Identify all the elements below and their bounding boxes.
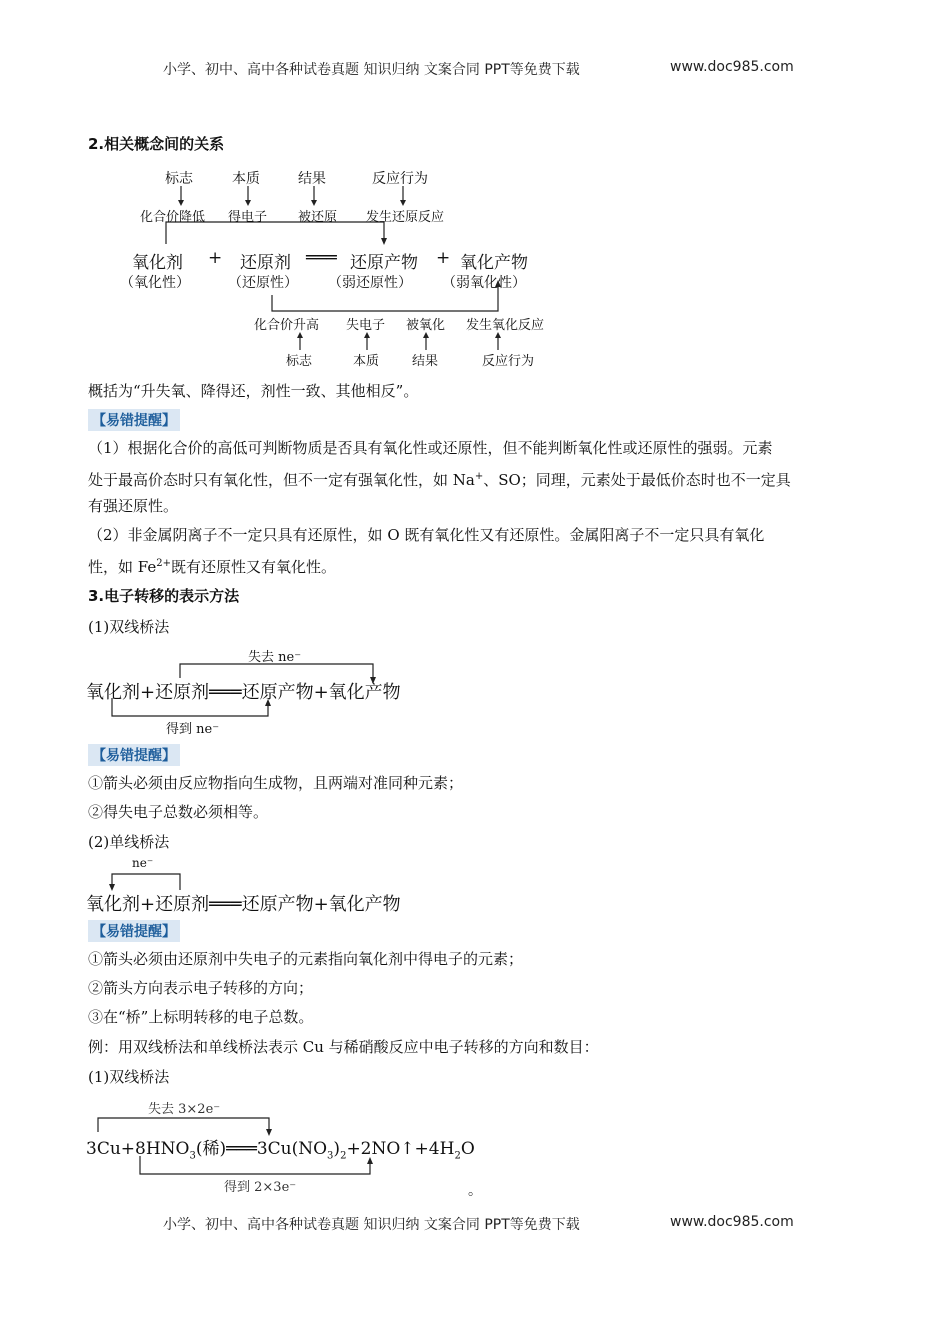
tip2-item-1: ①箭头必须由反应物指向生成物，且两端对准同种元素； xyxy=(88,774,464,792)
tip-label-2: 【易错提醒】 xyxy=(88,744,180,766)
section-2-title: 2.相关概念间的关系 xyxy=(88,135,225,153)
example-double-bridge xyxy=(84,1092,484,1202)
top-sub-gain-e: 得电子 xyxy=(228,210,268,225)
example-end-period: 。 xyxy=(468,1183,482,1199)
tip1-p1-line1: （1）根据化合价的高低可判断物质是否具有氧化性或还原性，但不能判断氧化性或还原性的强弱。元素 xyxy=(88,439,773,457)
bottom-label-behavior: 反应行为 xyxy=(482,354,535,369)
single-bridge-heading: (2)单线桥法 xyxy=(88,833,170,851)
concept-diagram xyxy=(120,160,580,370)
weak-reducing: （弱还原性） xyxy=(328,275,412,291)
oxidizing-property: （氧化性） xyxy=(120,275,190,291)
example-equation: $3Cu+8HNO_3$(稀)$═══3Cu(NO_3)_2+2NO↑+4H_2O$ xyxy=(86,1139,475,1162)
summary-text: 概括为“升失氧、降得还，剂性一致、其他相反”。 xyxy=(88,382,419,400)
single-bridge-diagram xyxy=(84,854,414,916)
tip1-p1-line3: 有强还原性。 xyxy=(88,497,179,515)
example-text: 例：用双线桥法和单线桥法表示 Cu 与稀硝酸反应中电子转移的方向和数目： xyxy=(88,1038,599,1056)
reductant: 还原剂 xyxy=(240,253,291,273)
single-bridge-equation: 氧化剂+还原剂═══还原产物+氧化产物 xyxy=(86,894,401,915)
bottom-sub-oxidation: 发生氧化反应 xyxy=(466,318,545,333)
double-bridge-heading: (1)双线桥法 xyxy=(88,618,170,636)
bottom-sub-lose-e: 失电子 xyxy=(346,318,386,333)
double-bridge-diagram xyxy=(84,640,414,740)
double-bridge-equation: 氧化剂+还原剂═══还原产物+氧化产物 xyxy=(86,682,401,703)
reducing-property: （还原性） xyxy=(228,275,298,291)
example-gain-label: 得到 2×3e⁻ xyxy=(224,1180,297,1195)
top-label-result: 结果 xyxy=(298,171,326,187)
tip3-item-3: ③在“桥”上标明转移的电子总数。 xyxy=(88,1008,314,1026)
tip2-item-2: ②得失电子总数必须相等。 xyxy=(88,803,269,821)
footer-url[interactable]: www.doc985.com xyxy=(670,1214,794,1230)
top-label-behavior: 反应行为 xyxy=(372,171,428,187)
plus-1: + xyxy=(208,248,223,268)
gain-electrons-label: 得到 ne⁻ xyxy=(166,722,220,737)
example-lose-label: 失去 3×2e⁻ xyxy=(148,1102,221,1117)
tip-label-1: 【易错提醒】 xyxy=(88,409,180,431)
top-label-sign: 标志 xyxy=(165,171,193,187)
example-heading: (1)双线桥法 xyxy=(88,1068,170,1086)
top-sub-reduction: 发生还原反应 xyxy=(366,210,445,225)
bottom-label-result: 结果 xyxy=(412,354,439,369)
oxidant: 氧化剂 xyxy=(132,253,183,273)
tip1-p2-line1: （2）非金属阴离子不一定只具有还原性，如 O 既有氧化性又有还原性。金属阳离子不一定只具有氧化 xyxy=(88,526,765,544)
lose-electrons-label: 失去 ne⁻ xyxy=(248,650,302,665)
tip1-p1-line2: 处于最高价态时只有氧化性，但不一定有强氧化性，如 Na+、SO；同理，元素处于最低价态时也不一定具 xyxy=(88,471,791,489)
top-sub-reduced: 被还原 xyxy=(298,210,338,225)
bottom-label-sign: 标志 xyxy=(286,354,313,369)
tip1-p2-line2: 性，如 $Fe^{2+}$既有还原性又有氧化性。 xyxy=(88,558,336,576)
top-label-essence: 本质 xyxy=(232,171,260,187)
reduction-product: 还原产物 xyxy=(350,253,418,273)
bottom-sub-oxidized: 被氧化 xyxy=(406,318,446,333)
plus-2: + xyxy=(436,248,451,268)
top-sub-valence-down: 化合价降低 xyxy=(140,210,206,225)
header-text: 小学、初中、高中各种试卷真题 知识归纳 文案合同 PPT等免费下载 xyxy=(163,62,580,78)
section-3-title: 3.电子转移的表示方法 xyxy=(88,587,240,605)
weak-oxidizing: （弱氧化性） xyxy=(442,275,526,291)
bottom-label-essence: 本质 xyxy=(353,354,380,369)
footer-text: 小学、初中、高中各种试卷真题 知识归纳 文案合同 PPT等免费下载 xyxy=(163,1217,580,1233)
tip3-item-2: ②箭头方向表示电子转移的方向； xyxy=(88,979,314,997)
single-electron-label: ne⁻ xyxy=(132,856,154,870)
bottom-sub-valence-up: 化合价升高 xyxy=(254,318,320,333)
tip3-item-1: ①箭头必须由还原剂中失电子的元素指向氧化剂中得电子的元素； xyxy=(88,950,524,968)
header-url[interactable]: www.doc985.com xyxy=(670,59,794,75)
oxidation-product: 氧化产物 xyxy=(460,253,528,273)
tip-label-3: 【易错提醒】 xyxy=(88,920,180,942)
equals: ═══ xyxy=(306,248,337,268)
